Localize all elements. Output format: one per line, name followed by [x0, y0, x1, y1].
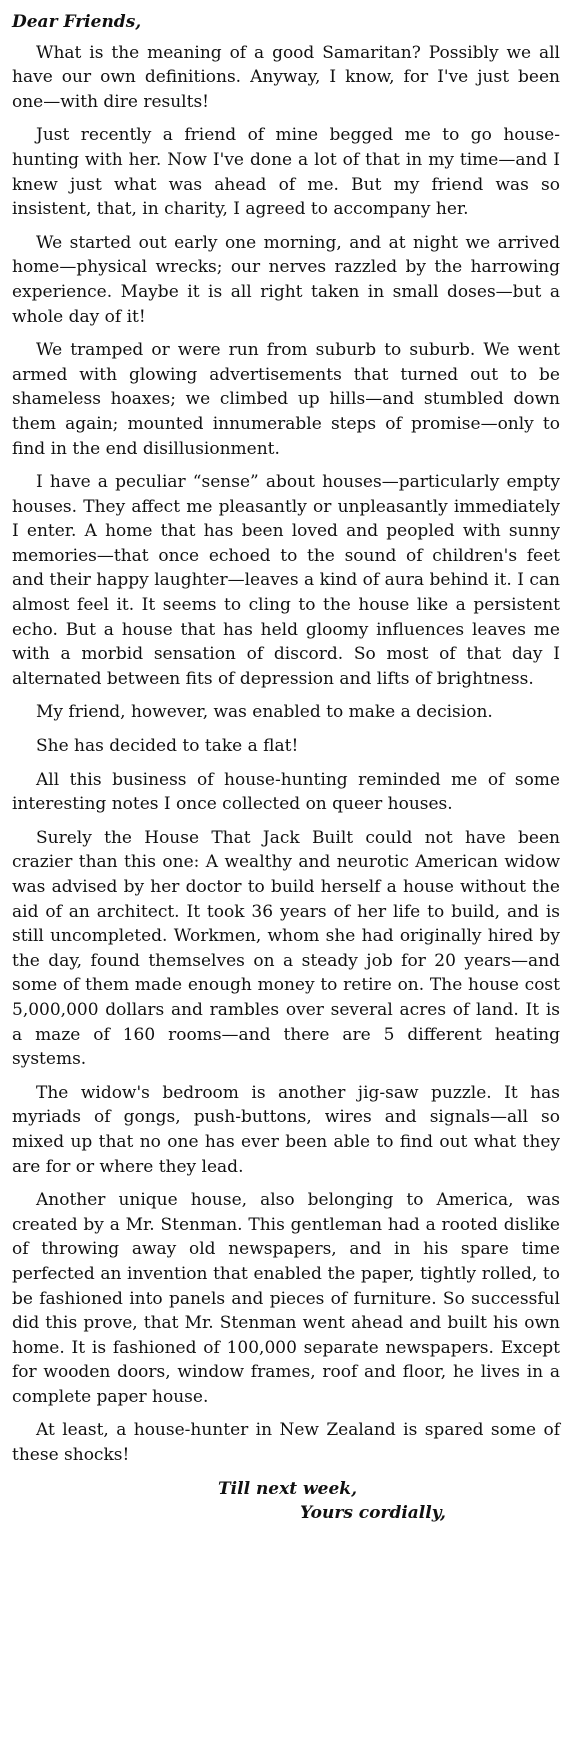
paragraph-3: We started out early one morning, and at night we arrived home—physical wrecks; our nerves razzled by the harrowing experience. Maybe it is all right taken in small doses—but a whole day of it!: [12, 232, 560, 327]
paragraph-11: Another unique house, also belonging to America, was created by a Mr. Stenman. This gentleman had a rooted dislike of throwing away old newspapers, and in his spare time perfected an invention that enabled the paper, tightly rolled, to be fashioned into panels and pieces of furniture. So successful did this prove, that Mr. Stenman went ahead and built his own home. It is fashioned of 100,000 separate newspapers. Except for wooden doors, window frames, roof and floor, he lives in a complete paper house.: [12, 1190, 560, 1407]
letter-page: [12, 10, 560, 1526]
paragraph-9: Surely the House That Jack Built could not have been crazier than this one: A wealthy and neurotic American widow was advised by her doctor to build herself a house without the aid of an architect. It took 36 years of her life to build, and is still uncompleted. Workmen, whom she had originally hired by the day, found themselves on a steady job for 20 years—and some of them made enough money to retire on. The house cost 5,000,000 dollars and rambles over several acres of land. It is a maze of 160 rooms—and there are 5 different heating systems.: [12, 827, 560, 1070]
paragraph-2: Just recently a friend of mine begged me to go house-hunting with her. Now I've done a lot of that in my time—and I knew just what was ahead of me. But my friend was so insistent, that, in charity, I agreed to accompany her.: [12, 125, 560, 220]
paragraph-4: We tramped or were run from suburb to suburb. We went armed with glowing advertisements that turned out to be shameless hoaxes; we climbed up hills—and stumbled down them again; mounted innumerable steps of promise—only to find in the end disillusionment.: [12, 340, 560, 459]
paragraph-8: All this business of house-hunting reminded me of some interesting notes I once collected on queer houses.: [12, 769, 560, 815]
paragraph-1: What is the meaning of a good Samaritan? Possibly we all have our own definitions. Anyway, I know, for I've just been one—with dire results!: [12, 42, 560, 112]
paragraph-6: My friend, however, was enabled to make a decision.: [36, 702, 493, 723]
closing-line: Till next week,: [218, 1478, 357, 1499]
signoff: Yours cordially,: [300, 1503, 446, 1524]
salutation: Dear Friends,: [12, 12, 142, 32]
paragraph-7: She has decided to take a flat!: [36, 736, 299, 757]
paragraph-10: The widow's bedroom is another jig-saw puzzle. It has myriads of gongs, push-buttons, wires and signals—all so mixed up that no one has ever been able to find out what they are for or where they lead.: [12, 1082, 560, 1177]
paragraph-12: At least, a house-hunter in New Zealand is spared some of these shocks!: [12, 1420, 560, 1466]
paragraph-5: I have a peculiar “sense” about houses—particularly empty houses. They affect me pleasantly or unpleasantly immediately I enter. A home that has been loved and peopled with sunny memories—that once echoed to the sound of children's feet and their happy laughter—leaves a kind of aura behind it. I can almost feel it. It seems to cling to the house like a persistent echo. But a house that has held gloomy influences leaves me with a morbid sensation of discord. So most of that day I alternated between fits of depression and lifts of brightness.: [12, 472, 560, 689]
